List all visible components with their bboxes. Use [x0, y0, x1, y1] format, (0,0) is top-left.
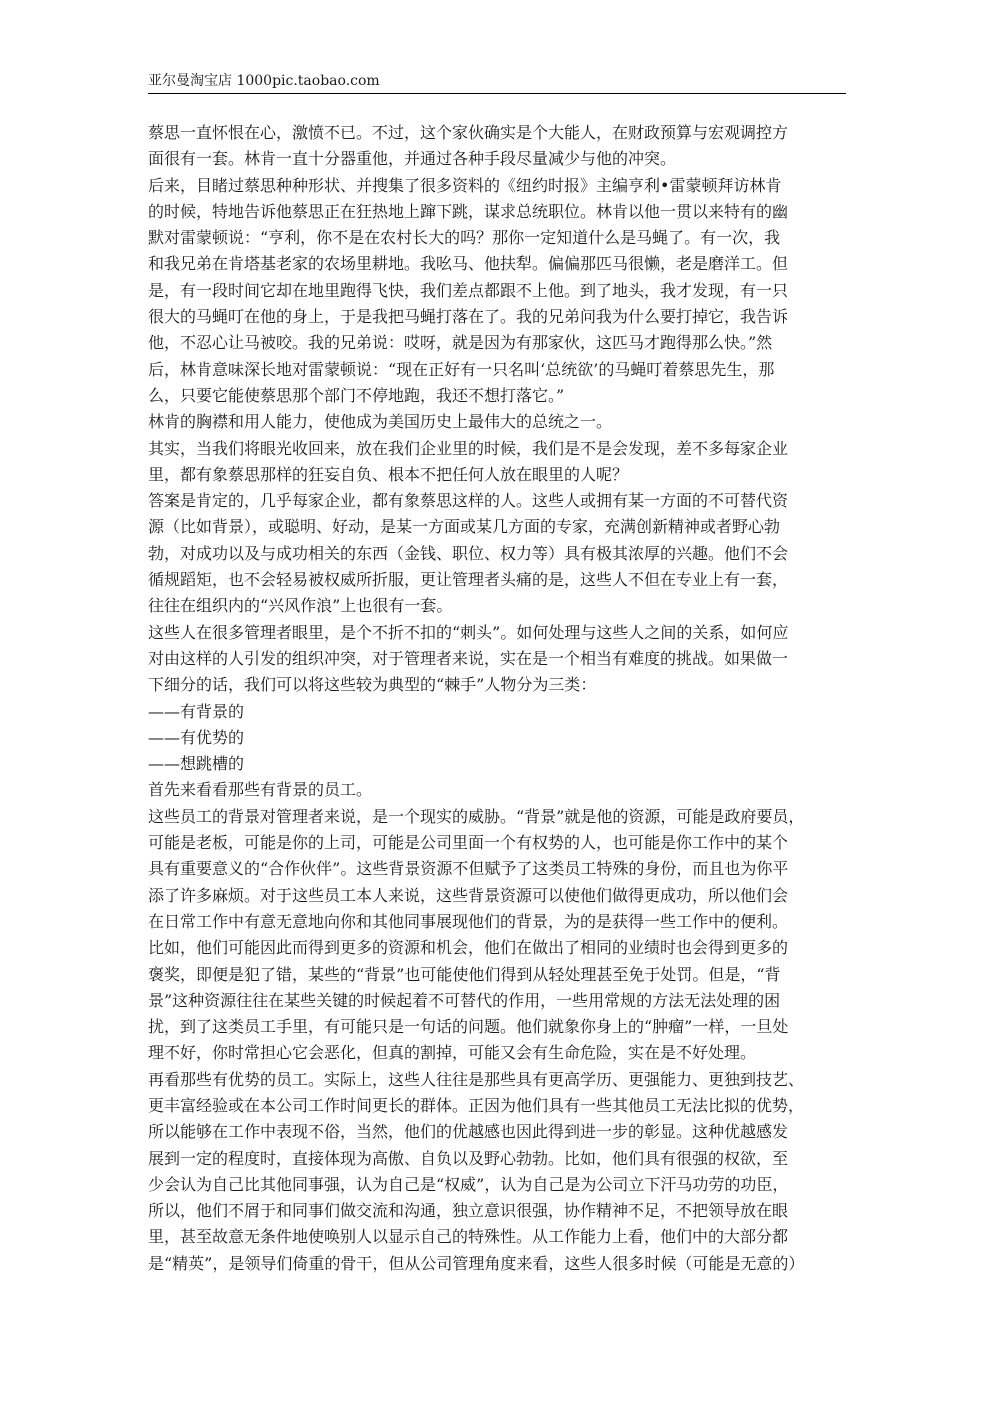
text-line: 勃，对成功以及与成功相关的东西（金钱、职位、权力等）具有极其浓厚的兴趣。他们不会 — [148, 543, 789, 563]
text-line: 在日常工作中有意无意地向你和其他同事展现他们的背景，为的是获得一些工作中的便利。 — [148, 911, 789, 931]
text-line: 理不好，你时常担心它会恶化，但真的割掉，可能又会有生命危险，实在是不好处理。 — [148, 1043, 757, 1063]
text-line: 扰，到了这类员工手里，有可能只是一句话的问题。他们就象你身上的“肿瘤”一样，一旦处 — [148, 1017, 789, 1037]
list-item: ——有优势的 — [148, 727, 245, 747]
page-header: 亚尔曼淘宝店 1000pic.taobao.com — [148, 73, 380, 89]
text-line: 再看那些有优势的员工。实际上，这些人往往是那些具有更高学历、更强能力、更独到技艺、 — [148, 1069, 805, 1089]
text-line: 下细分的话，我们可以将这些较为典型的“棘手”人物分为三类： — [148, 675, 597, 695]
list-item: ——想跳槽的 — [148, 754, 245, 774]
text-line: 是，有一段时间它却在地里跑得飞快，我们差点都跟不上他。到了地头，我才发现，有一只 — [148, 280, 789, 300]
text-line: 具有重要意义的“合作伙伴”。这些背景资源不但赋予了这类员工特殊的身份，而且也为你平 — [148, 859, 789, 879]
text-line: 首先来看看那些有背景的员工。 — [148, 780, 373, 800]
list-item: ——有背景的 — [148, 701, 245, 721]
document-body — [148, 120, 846, 1277]
text-line: 对由这样的人引发的组织冲突，对于管理者来说，实在是一个相当有难度的挑战。如果做一 — [148, 648, 789, 668]
text-line: 面很有一套。林肯一直十分器重他，并通过各种手段尽量减少与他的冲突。 — [148, 149, 677, 169]
text-line: 褒奖，即便是犯了错，某些的“背景”也可能使他们得到从轻处理甚至免于处罚。但是，“背 — [148, 964, 781, 984]
text-line: 比如，他们可能因此而得到更多的资源和机会，他们在做出了相同的业绩时也会得到更多的 — [148, 938, 789, 958]
text-line: 所以，他们不屑于和同事们做交流和沟通，独立意识很强，协作精神不足，不把领导放在眼 — [148, 1201, 789, 1221]
text-line: 后来，目睹过蔡思种种形状、并搜集了很多资料的《纽约时报》主编亨利•雷蒙顿拜访林肯 — [148, 175, 782, 195]
text-line: 少会认为自己比其他同事强，认为自己是“权威”，认为自己是为公司立下汗马功劳的功臣， — [148, 1174, 789, 1194]
text-line: 源（比如背景），或聪明、好动，是某一方面或某几方面的专家，充满创新精神或者野心勃 — [148, 517, 781, 537]
text-line: 默对雷蒙顿说：“亨利，你不是在农村长大的吗？那你一定知道什么是马蝇了。有一次，我 — [148, 228, 781, 248]
text-line: 这些人在很多管理者眼里，是个不折不扣的“刺头”。如何处理与这些人之间的关系，如何应 — [148, 622, 789, 642]
text-line: 可能是老板，可能是你的上司，可能是公司里面一个有权势的人，也可能是你工作中的某个 — [148, 833, 789, 853]
text-line: 里，甚至故意无条件地使唤别人以显示自己的特殊性。从工作能力上看，他们中的大部分都 — [148, 1227, 789, 1247]
text-line: 很大的马蝇叮在他的身上，于是我把马蝇打落在了。我的兄弟问我为什么要打掉它，我告诉 — [148, 307, 789, 327]
text-line: 里，都有象蔡思那样的狂妄自负、根本不把任何人放在眼里的人呢？ — [148, 464, 629, 484]
text-line: 答案是肯定的，几乎每家企业，都有象蔡思这样的人。这些人或拥有某一方面的不可替代资 — [148, 491, 789, 511]
text-line: 往往在组织内的“兴风作浪”上也很有一套。 — [148, 596, 453, 616]
text-line: 林肯的胸襟和用人能力，使他成为美国历史上最伟大的总统之一。 — [148, 412, 613, 432]
text-line: 添了许多麻烦。对于这些员工本人来说，这些背景资源可以使他们做得更成功，所以他们会 — [148, 885, 789, 905]
text-line: 的时候，特地告诉他蔡思正在狂热地上蹿下跳，谋求总统职位。林肯以他一贯以来特有的幽 — [148, 201, 789, 221]
header-rule — [148, 93, 846, 94]
text-line: 展到一定的程度时，直接体现为高傲、自负以及野心勃勃。比如，他们具有很强的权欲，至 — [148, 1148, 789, 1168]
text-line: 这些员工的背景对管理者来说，是一个现实的威胁。“背景”就是他的资源，可能是政府要员， — [148, 806, 805, 826]
text-line: 所以能够在工作中表现不俗，当然，他们的优越感也因此得到进一步的彰显。这种优越感发 — [148, 1122, 789, 1142]
text-line: 是“精英”，是领导们倚重的骨干，但从公司管理角度来看，这些人很多时候（可能是无意的） — [148, 1253, 805, 1273]
text-line: 循规蹈矩，也不会轻易被权威所折服，更让管理者头痛的是，这些人不但在专业上有一套， — [148, 570, 789, 590]
text-line: 么，只要它能使蔡思那个部门不停地跑，我还不想打落它。” — [148, 385, 565, 405]
text-line: 后，林肯意味深长地对雷蒙顿说：“现在正好有一只名叫‘总统欲’的马蝇叮着蔡思先生，那 — [148, 359, 775, 379]
text-line: 景”这种资源往往在某些关键的时候起着不可替代的作用，一些用常规的方法无法处理的困 — [148, 990, 781, 1010]
text-line: 其实，当我们将眼光收回来，放在我们企业里的时候，我们是不是会发现，差不多每家企业 — [148, 438, 789, 458]
text-line: 蔡思一直怀恨在心，激愤不已。不过，这个家伙确实是个大能人，在财政预算与宏观调控方 — [148, 123, 789, 142]
text-line: 更丰富经验或在本公司工作时间更长的群体。正因为他们具有一些其他员工无法比拟的优势， — [148, 1095, 805, 1115]
text-line: 和我兄弟在肯塔基老家的农场里耕地。我吆马、他扶犁。偏偏那匹马很懒，老是磨洋工。但 — [148, 254, 789, 274]
text-line: 他，不忍心让马被咬。我的兄弟说：哎呀，就是因为有那家伙，这匹马才跑得那么快。”然 — [148, 333, 773, 353]
